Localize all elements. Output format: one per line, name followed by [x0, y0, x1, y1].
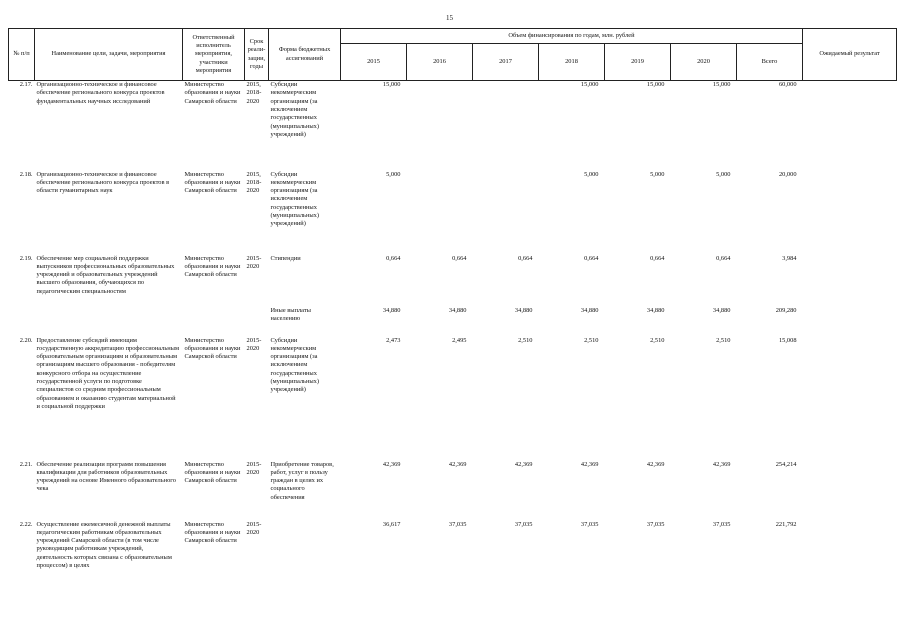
row-name: Предоставление субсидий имеющим государственную аккредитацию профессиональным образовательным организациям и образовательным организациям высшего образования - победителям конкурсного отбора на осуществление государственной услуги по подготовке специалистов со средним профессиональным образованием и оказанию студентам материальной и социальной поддержки [36, 336, 179, 411]
cell-value: 15,000 [382, 81, 401, 88]
cell-value: 36,617 [382, 520, 401, 528]
table-row [9, 337, 897, 461]
header-year: 2019 [605, 44, 671, 81]
cell-value: 42,369 [448, 460, 467, 468]
row-term: 2015-2020 [246, 254, 262, 270]
table-row [9, 81, 897, 171]
cell-value: 2,510 [716, 336, 731, 344]
funding-table [8, 28, 897, 593]
header-funding: Объем финансирования по годам, млн. рублей [341, 29, 803, 44]
cell-value [407, 171, 473, 255]
cell-total: 3,984 [782, 254, 797, 262]
row-term: 2015, 2018-2020 [246, 170, 262, 195]
header-total: Всего [737, 44, 803, 81]
header-term: Срок реали-зации, годы [245, 29, 269, 81]
row-name: Организационно-техническое и финансовое обеспечение регионального конкурса проектов фундаментальных научных исследований [36, 81, 165, 105]
row-responsible: Министерство образования и науки Самарской области [184, 170, 241, 195]
row-form: Приобретение товаров, работ, услуг в пользу граждан в целях их социального обеспечения [270, 460, 334, 501]
row-form: Субсидии некоммерческим организациям (за исключением государственных (муниципальных) учреждений) [270, 170, 320, 228]
row-term: 2015-2020 [246, 520, 262, 536]
cell-value: 34,880 [646, 306, 665, 314]
row-responsible: Министерство образования и науки Самарской области [184, 460, 241, 485]
cell-value: 5,000 [584, 170, 599, 178]
cell-total: 254,214 [775, 460, 797, 468]
header-form: Форма бюджетных ассигнований [269, 29, 341, 81]
row-number: 2.21. [19, 460, 33, 468]
cell-value: 2,510 [584, 336, 599, 344]
header-year: 2015 [341, 44, 407, 81]
cell-value: 5,000 [650, 170, 665, 178]
cell-value: 42,369 [580, 460, 599, 468]
cell-value: 15,000 [712, 81, 731, 88]
cell-result [803, 81, 897, 171]
cell-total: 20,000 [778, 170, 797, 178]
cell-result [803, 255, 897, 307]
row-form: Субсидии некоммерческим организациям (за исключением государственных (муниципальных) учреждений) [270, 81, 320, 138]
cell-value: 2,473 [386, 336, 401, 344]
cell-result [803, 337, 897, 461]
row-form: Иные выплаты населению [270, 306, 311, 322]
header-year: 2018 [539, 44, 605, 81]
header-no: № п/п [9, 29, 35, 81]
cell-value: 42,369 [382, 460, 401, 468]
header-result: Ожидаемый результат [803, 29, 897, 81]
cell-result [803, 521, 897, 593]
row-number: 2.17. [19, 81, 33, 88]
cell-value [407, 81, 473, 171]
row-name: Обеспечение мер социальной поддержки выпускников профессиональных образовательных учреждений и образовательных учреждений высшего образования, обучающихся по педагогическим специальностям [36, 254, 175, 295]
table-row [9, 171, 897, 255]
row-form: Субсидии некоммерческим организациям (за исключением государственных (муниципальных) учреждений) [270, 336, 320, 394]
cell-value: 34,880 [712, 306, 731, 314]
cell-value: 37,035 [712, 520, 731, 528]
cell-value: 37,035 [514, 520, 533, 528]
page-number: 15 [446, 14, 453, 22]
cell-result [803, 307, 897, 337]
row-responsible: Министерство образования и науки Самарской области [184, 254, 241, 279]
cell-value: 0,664 [452, 254, 467, 262]
cell-value: 0,664 [650, 254, 665, 262]
cell-value: 37,035 [448, 520, 467, 528]
cell-total: 221,792 [775, 520, 797, 528]
cell-total: 60,000 [778, 81, 797, 88]
header-responsible: Ответственный исполнитель мероприятия, участники мероприятия [183, 29, 245, 81]
header-name: Наименование цели, задачи, мероприятия [35, 29, 183, 81]
row-term: 2015-2020 [246, 460, 262, 476]
row-form: Стипендии [270, 254, 301, 262]
header-year: 2016 [407, 44, 473, 81]
cell-value: 5,000 [716, 170, 731, 178]
cell-total: 15,008 [778, 336, 797, 344]
cell-value: 2,510 [650, 336, 665, 344]
row-name: Обеспечение реализации программ повышения квалификации для работников образовательных учреждений на основе Именного образовательного чека [36, 460, 176, 493]
header-year: 2017 [473, 44, 539, 81]
row-responsible: Министерство образования и науки Самарской области [184, 520, 241, 545]
cell-value: 0,664 [518, 254, 533, 262]
cell-value: 34,880 [580, 306, 599, 314]
row-form [269, 521, 341, 593]
cell-value: 42,369 [646, 460, 665, 468]
row-number: 2.22. [19, 520, 33, 528]
cell-value: 34,880 [514, 306, 533, 314]
cell-result [803, 171, 897, 255]
table-row [9, 255, 897, 307]
row-name: Осуществление ежемесячной денежной выплаты педагогическим работникам образовательных учреждений Самарской области (в том числе руководящим работникам учреждений, деятельность которых связана с образовательным процессом) в целях [36, 520, 172, 570]
cell-value: 5,000 [386, 170, 401, 178]
cell-value: 42,369 [712, 460, 731, 468]
cell-value: 34,880 [382, 306, 401, 314]
cell-total: 209,280 [775, 306, 797, 314]
cell-result [803, 461, 897, 521]
table-row [9, 521, 897, 593]
row-term: 2015, 2018-2020 [246, 81, 262, 105]
row-responsible: Министерство образования и науки Самарской области [184, 81, 241, 105]
cell-value [473, 81, 539, 171]
cell-value: 2,510 [518, 336, 533, 344]
cell-value: 42,369 [514, 460, 533, 468]
cell-value: 15,000 [580, 81, 599, 88]
row-responsible: Министерство образования и науки Самарской области [184, 336, 241, 361]
cell-value: 37,035 [646, 520, 665, 528]
row-number: 2.20. [19, 336, 33, 344]
cell-value [473, 171, 539, 255]
cell-value: 34,880 [448, 306, 467, 314]
row-term: 2015-2020 [246, 336, 262, 352]
cell-value: 0,664 [386, 254, 401, 262]
cell-value: 0,664 [584, 254, 599, 262]
cell-value: 37,035 [580, 520, 599, 528]
cell-value: 2,495 [452, 336, 467, 344]
cell-value: 15,000 [646, 81, 665, 88]
row-name: Организационно-техническое и финансовое обеспечение регионального конкурса проектов в области гуманитарных наук [36, 170, 170, 195]
table-row [9, 461, 897, 521]
header-year: 2020 [671, 44, 737, 81]
cell-value: 0,664 [716, 254, 731, 262]
row-number: 2.18. [19, 170, 33, 178]
row-number: 2.19. [19, 254, 33, 262]
